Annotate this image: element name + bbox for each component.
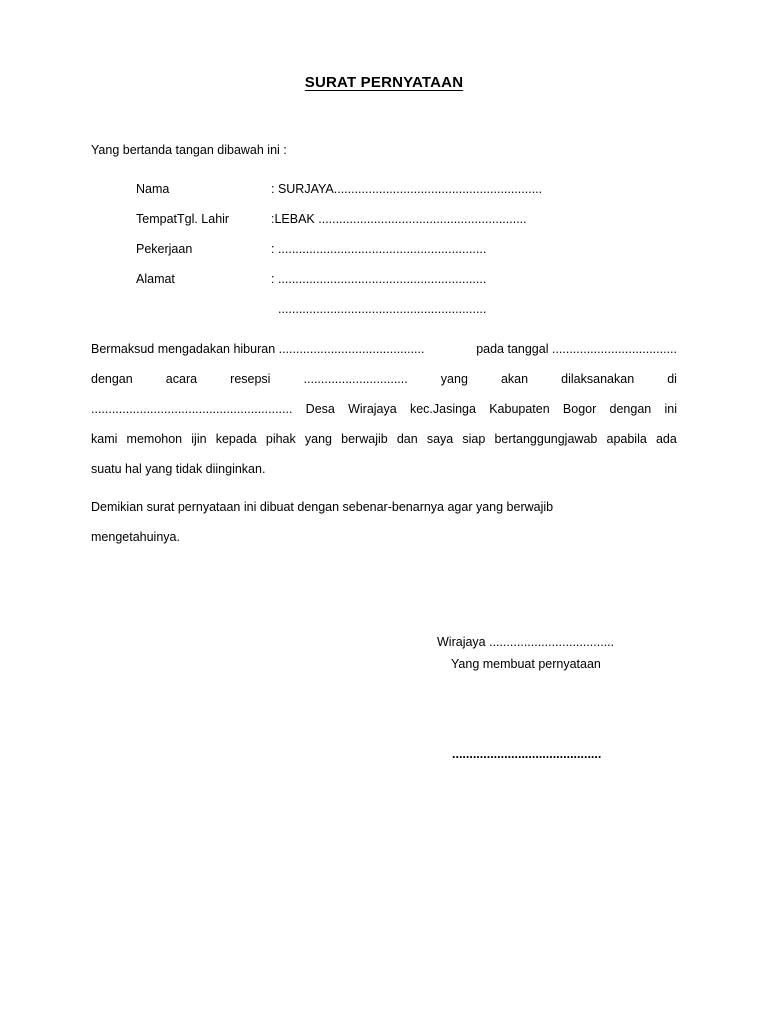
- document-title-text: SURAT PERNYATAAN: [304, 74, 464, 91]
- word: kepada: [215, 432, 257, 446]
- field-label-alamat: Alamat: [136, 272, 175, 286]
- signature-name-line: ...........................................: [452, 747, 602, 761]
- word: dengan: [609, 402, 652, 416]
- word: ini: [664, 402, 677, 416]
- word: pihak: [265, 432, 296, 446]
- word: yang: [440, 372, 468, 386]
- word: bertanggungjawab: [494, 432, 598, 446]
- word: Desa: [305, 402, 335, 416]
- word: ..........................................................: [91, 402, 293, 416]
- word: akan: [500, 372, 529, 386]
- field-label-tempat-tgl-lahir: TempatTgl. Lahir: [136, 212, 230, 226]
- word: memohon: [126, 432, 183, 446]
- paragraph-1-line-5: suatu hal yang tidak diinginkan.: [91, 462, 266, 476]
- word: Kabupaten: [489, 402, 550, 416]
- word: ..............................: [303, 372, 408, 386]
- paragraph-1-line-2: [91, 371, 677, 387]
- paragraph-2-line-1: Demikian surat pernyataan ini dibuat dengan sebenar-benarnya agar yang berwajib: [91, 500, 554, 514]
- intro-text: Yang bertanda tangan dibawah ini :: [91, 143, 287, 157]
- word: Bogor: [562, 402, 597, 416]
- word: kec.Jasinga: [409, 402, 476, 416]
- word: acara: [165, 372, 198, 386]
- paragraph-1-line-3: [91, 401, 677, 417]
- word: dengan: [91, 372, 133, 386]
- field-value-nama: : SURJAYA............................................................: [271, 182, 543, 196]
- field-label-nama: Nama: [136, 182, 170, 196]
- word: ada: [655, 432, 677, 446]
- field-value-pekerjaan: : ............................................................: [271, 242, 487, 256]
- word: siap: [462, 432, 486, 446]
- word: Bermaksud mengadakan hiburan ..........................................: [91, 342, 425, 356]
- word: Wirajaya: [348, 402, 397, 416]
- word: berwajib: [341, 432, 388, 446]
- field-label-pekerjaan: Pekerjaan: [136, 242, 193, 256]
- word: resepsi: [230, 372, 271, 386]
- word: dan: [396, 432, 418, 446]
- word: kami: [91, 432, 118, 446]
- word: apabila: [606, 432, 647, 446]
- paragraph-2-line-2: mengetahuinya.: [91, 530, 180, 544]
- word: yang: [304, 432, 333, 446]
- word: ijin: [191, 432, 207, 446]
- document-title: [0, 74, 768, 91]
- word: dilaksanakan: [561, 372, 635, 386]
- field-value-alamat: : ............................................................: [271, 272, 487, 286]
- signature-role: Yang membuat pernyataan: [451, 657, 601, 671]
- field-value-alamat-continuation: ............................................................: [278, 302, 487, 316]
- paragraph-1-line-4: [91, 431, 677, 447]
- word: pada tanggal ....................................: [476, 342, 677, 356]
- paragraph-1-line-1: [91, 341, 677, 357]
- field-value-tempat-tgl-lahir: :LEBAK ............................................................: [271, 212, 527, 226]
- signature-place-date: Wirajaya ....................................: [437, 635, 615, 649]
- word: saya: [426, 432, 454, 446]
- word: di: [667, 372, 677, 386]
